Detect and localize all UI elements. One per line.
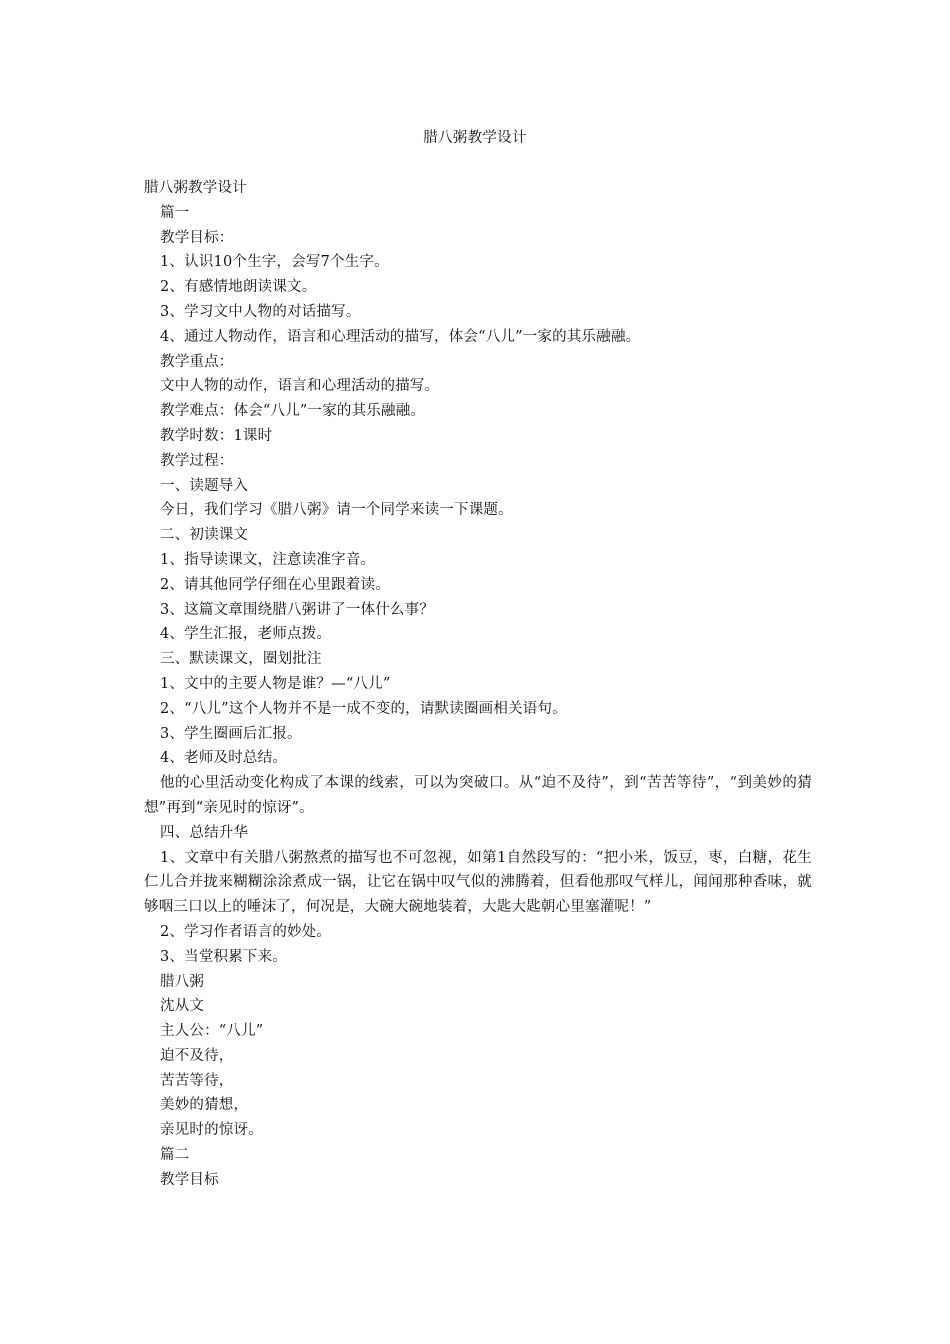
text-line: 亲见时的惊讶。 xyxy=(160,1122,263,1139)
text-line: 3、学习文中人物的对话描写。 xyxy=(160,303,361,320)
text-block-3 xyxy=(144,920,812,1193)
text-block-1 xyxy=(144,176,812,771)
text-line: 3、当堂积累下来。 xyxy=(160,948,288,965)
text-line: 教学时数：1课时 xyxy=(160,427,273,444)
text-line: 教学目标： xyxy=(160,229,234,246)
text-line: 一、读题导入 xyxy=(160,477,249,494)
document-body xyxy=(144,176,812,1193)
text-line: 教学过程： xyxy=(160,452,234,469)
text-line: 4、老师及时总结。 xyxy=(160,750,288,767)
text-line: 主人公：“八儿” xyxy=(160,1023,264,1040)
text-line: 迫不及待， xyxy=(160,1047,234,1064)
text-line: 2、有感情地朗读课文。 xyxy=(160,279,317,296)
document-title: 腊八粥教学设计 xyxy=(423,130,527,146)
paragraph-description: 1、文章中有关腊八粥熬煮的描写也不可忽视，如第1自然段写的：“把小米，饭豆，枣，白糖，花生仁儿合并拢来糊糊涂涂煮成一锅，让它在锅中叹气似的沸腾着，但看他那叹气样儿，闻闻那种香味，就够咽三口以上的唾沫了，何况是，大碗大碗地装着，大匙大匙朝心里塞灌呢！” xyxy=(144,849,812,916)
text-line: 篇二 xyxy=(160,1147,190,1164)
text-line: 4、通过人物动作，语言和心理活动的描写，体会“八儿”一家的其乐融融。 xyxy=(160,328,641,345)
text-line: 苦苦等待， xyxy=(160,1072,234,1089)
text-line: 二、初读课文 xyxy=(160,527,249,544)
text-line: 今日，我们学习《腊八粥》请一个同学来读一下课题。 xyxy=(160,502,513,519)
text-line: 文中人物的动作，语言和心理活动的描写。 xyxy=(160,378,440,395)
text-line: 教学重点： xyxy=(160,353,234,370)
text-line: 3、学生圈画后汇报。 xyxy=(160,725,302,742)
text-line: 2、学习作者语言的妙处。 xyxy=(160,923,332,940)
text-line: 三、默读课文，圈划批注 xyxy=(160,651,322,668)
text-line: 教学难点：体会“八儿”一家的其乐融融。 xyxy=(160,403,426,420)
text-block-2 xyxy=(144,821,812,846)
text-line: 1、指导读课文，注意读准字音。 xyxy=(160,551,376,568)
text-line: 1、文中的主要人物是谁？—“八儿” xyxy=(160,675,391,692)
paragraph-clue: 他的心里活动变化构成了本课的线索，可以为突破口。从“迫不及待”，到“苦苦等待”，“到美妙的猜想”再到“亲见时的惊讶”。 xyxy=(144,775,812,816)
text-line: 腊八粥教学设计 xyxy=(144,180,247,196)
text-line: 3、这篇文章围绕腊八粥讲了一体什么事？ xyxy=(160,601,435,618)
text-line: 1、认识10个生字，会写7个生字。 xyxy=(160,254,389,271)
text-line: 四、总结升华 xyxy=(160,824,249,841)
text-line: 教学目标 xyxy=(160,1171,219,1188)
text-line: 篇一 xyxy=(160,204,190,221)
text-line: 4、学生汇报，老师点拨。 xyxy=(160,626,332,643)
text-line: 2、请其他同学仔细在心里跟着读。 xyxy=(160,576,390,593)
text-line: 腊八粥 xyxy=(160,973,205,990)
text-line: 2、“八儿”这个人物并不是一成不变的，请默读圈画相关语句。 xyxy=(160,700,567,717)
text-line: 沈从文 xyxy=(160,998,205,1015)
text-line: 美妙的猜想， xyxy=(160,1097,249,1114)
